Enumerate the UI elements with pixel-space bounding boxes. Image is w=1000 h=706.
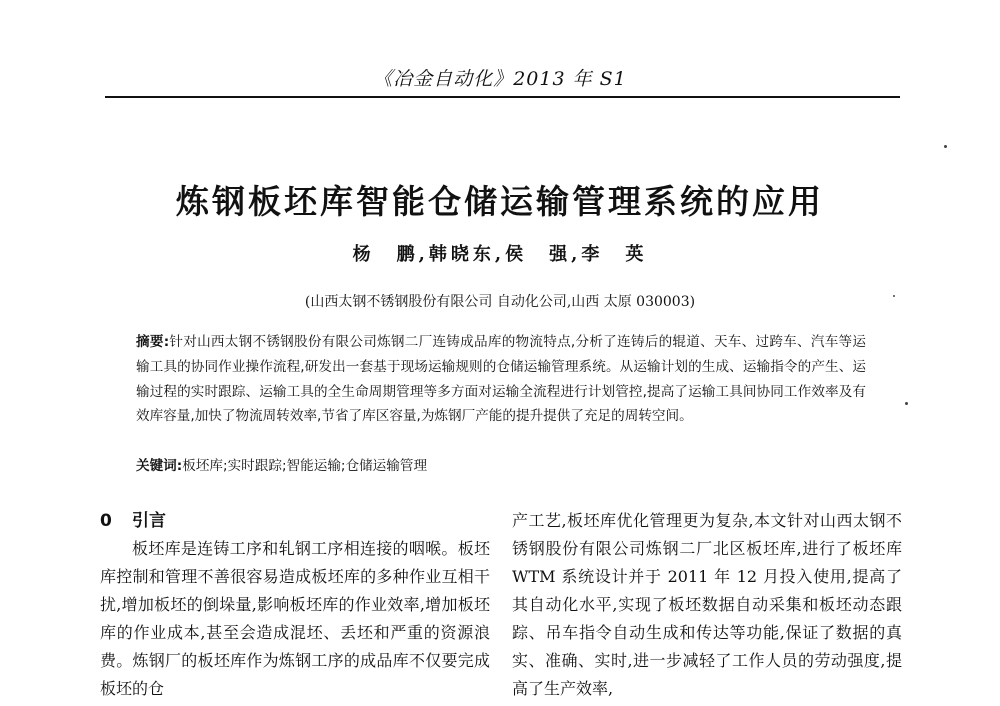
scan-speck <box>944 145 947 148</box>
scan-speck <box>905 402 908 405</box>
journal-header: 《冶金自动化》2013 年 S1 <box>373 68 627 90</box>
right-column <box>512 507 902 703</box>
keywords-label: 关键词: <box>136 458 183 474</box>
abstract-label: 摘要: <box>136 334 170 350</box>
section-title: 引言 <box>132 511 166 531</box>
section-heading <box>100 507 490 535</box>
abstract-text: 针对山西太钢不锈钢股份有限公司炼钢二厂连铸成品库的物流特点,分析了连铸后的辊道、天车、过跨车、汽车等运输工具的协同作业操作流程,研发出一套基于现场运输规则的仓储运输管理系统。从运输计划的生成、运输指令的产生、运输过程的实时跟踪、运输工具的全生命周期管理等多方面对运输全流程进行计划管控,提高了运输工具间协同工作效率及有效库容量,加快了物流周转效率,节省了库区容量,为炼钢厂产能的提升提供了充足的周转空间。 <box>136 334 867 425</box>
section-number: 0 <box>100 511 112 531</box>
paper-title: 炼钢板坯库智能仓储运输管理系统的应用 <box>176 182 824 221</box>
scan-speck <box>893 295 895 297</box>
header-rule <box>105 96 900 98</box>
intro-paragraph-left: 板坯库是连铸工序和轧钢工序相连接的咽喉。板坯库控制和管理不善很容易造成板坯库的多种作业互相干扰,增加板坯的倒垛量,影响板坯库的作业效率,增加板坯库的作业成本,甚至会造成混坯、丢坯和严重的资源浪费。炼钢厂的板坯库作为炼钢工序的成品库不仅要完成板坯的仓 <box>100 539 490 698</box>
abstract-block <box>136 330 866 429</box>
left-column <box>100 507 490 703</box>
intro-paragraph-right: 产工艺,板坯库优化管理更为复杂,本文针对山西太钢不锈钢股份有限公司炼钢二厂北区板坯库,进行了板坯库 WTM 系统设计并于 2011 年 12 月投入使用,提高了其自动化水平,实现了板坯数据自动采集和板坯动态跟踪、吊车指令自动生成和传达等功能,保证了数据的真实、准确、实时,进一步减轻了工作人员的劳动强度,提高了生产效率, <box>512 511 902 698</box>
author-list: 杨 鹏,韩晓东,侯 强,李 英 <box>352 244 648 265</box>
keywords-text: 板坯库;实时跟踪;智能运输;仓储运输管理 <box>182 458 428 474</box>
affiliation: (山西太钢不锈钢股份有限公司 自动化公司,山西 太原 030003) <box>304 294 696 310</box>
keywords-block <box>136 454 866 479</box>
